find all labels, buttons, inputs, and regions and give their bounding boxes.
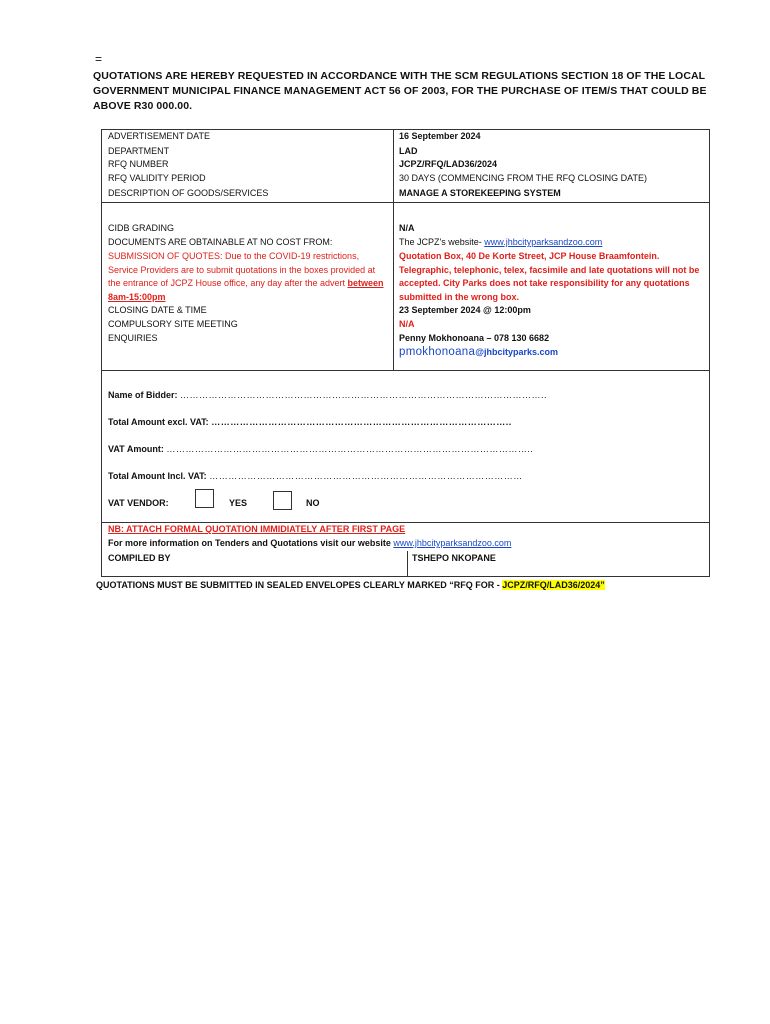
section-divider — [101, 370, 710, 371]
nb-notice: NB: ATTACH FORMAL QUOTATION IMMIDIATELY AFTER FIRST PAGE — [108, 524, 406, 534]
enquiries-label: ENQUIRIES — [108, 333, 158, 343]
validity-label: RFQ VALIDITY PERIOD — [108, 173, 206, 183]
amount-incl-dots: ……………………………………………………………………………………… — [209, 471, 523, 481]
advertisement-date-value: 16 September 2024 — [399, 131, 481, 141]
site-meeting-label: COMPULSORY SITE MEETING — [108, 319, 238, 329]
documents-prefix: The JCPZ's website- — [399, 237, 485, 247]
rfq-number-label: RFQ NUMBER — [108, 159, 169, 169]
info-line — [108, 537, 511, 551]
vat-amount-dots: …………………………………………………………………………………………………….. — [166, 444, 534, 454]
submission-text: SUBMISSION OF QUOTES: Due to the COVID-19 restrictions, Service Providers are to submit quotations in the boxes provided at the entrance of JCPZ House office, any day after the advert — [108, 251, 376, 288]
enquiries-value: Penny Mokhonoana – 078 130 6682 — [399, 333, 550, 343]
info-link[interactable]: www.jhbcityparksandzoo.com — [393, 538, 512, 548]
amount-incl-field[interactable] — [108, 471, 523, 481]
cidb-label: CIDB GRADING — [108, 223, 175, 233]
cidb-value: N/A — [399, 223, 415, 233]
column-divider — [393, 129, 394, 370]
email-domain: @jhbcityparks.com — [475, 347, 559, 357]
documents-label: DOCUMENTS ARE OBTAINABLE AT NO COST FROM: — [108, 237, 333, 247]
submission-time: between 8am-15:00pm — [108, 278, 384, 302]
bidder-name-dots: …………………………………………………………………………………………………….. — [180, 390, 548, 400]
submission-value: Quotation Box, 40 De Korte Street, JCP House Braamfontein. Telegraphic, telephonic, telex, facsimile and late quotations will not be accepted. City Parks does not take responsibility for any quotations submitted in the wrong box. — [399, 251, 700, 302]
amount-excl-dots: ………………………………………………………………………………….. — [211, 417, 512, 427]
footer-divider — [407, 551, 408, 577]
no-checkbox[interactable] — [273, 491, 292, 510]
description-label: DESCRIPTION OF GOODS/SERVICES — [108, 188, 269, 198]
documents-value — [399, 236, 705, 250]
compiled-value: TSHEPO NKOPANE — [412, 553, 496, 563]
row-divider — [101, 202, 710, 203]
bottom-highlight: JCPZ/RFQ/LAD36/2024” — [502, 580, 605, 590]
advertisement-date-label: ADVERTISEMENT DATE — [108, 131, 211, 141]
compiled-label: COMPILED BY — [108, 553, 171, 563]
info-prefix: For more information on Tenders and Quotations visit our website — [108, 538, 394, 548]
vat-amount-label: VAT Amount: — [108, 444, 164, 454]
vat-vendor-label: VAT VENDOR: — [108, 498, 169, 508]
bottom-instruction — [96, 580, 605, 590]
amount-excl-field[interactable] — [108, 417, 512, 427]
amount-incl-label: Total Amount Incl. VAT: — [108, 471, 207, 481]
no-label: NO — [306, 498, 320, 508]
department-value: LAD — [399, 146, 418, 156]
website-link[interactable]: www.jhbcityparksandzoo.com — [484, 237, 603, 247]
site-meeting-value: N/A — [399, 319, 415, 329]
equals-marker: = — [95, 52, 103, 66]
email-user: pmokhonoana — [399, 346, 476, 358]
closing-label: CLOSING DATE & TIME — [108, 305, 207, 315]
department-label: DEPARTMENT — [108, 146, 170, 156]
validity-value: 30 DAYS (COMMENCING FROM THE RFQ CLOSING DATE) — [399, 173, 648, 183]
closing-value: 23 September 2024 @ 12:00pm — [399, 305, 531, 315]
bidder-name-label: Name of Bidder: — [108, 390, 178, 400]
bidder-name-field[interactable] — [108, 390, 547, 400]
rfq-number-value: JCPZ/RFQ/LAD36/2024 — [399, 159, 498, 169]
submission-label — [108, 250, 390, 304]
enquiries-email[interactable] — [399, 346, 705, 360]
amount-excl-label: Total Amount excl. VAT: — [108, 417, 209, 427]
description-value: MANAGE A STOREKEEPING SYSTEM — [399, 188, 561, 198]
vat-amount-field[interactable] — [108, 444, 533, 454]
yes-checkbox[interactable] — [195, 489, 214, 508]
page-heading: QUOTATIONS ARE HEREBY REQUESTED IN ACCORDANCE WITH THE SCM REGULATIONS SECTION 18 OF THE LOCAL GOVERNMENT MUNICIPAL FINANCE MANAGEMENT ACT 56 OF 2003, FOR THE PURCHASE OF ITEM/S THAT COULD BE ABOVE R30 000.00. — [93, 70, 707, 112]
yes-label: YES — [229, 498, 248, 508]
bottom-text: QUOTATIONS MUST BE SUBMITTED IN SEALED ENVELOPES CLEARLY MARKED “RFQ FOR - — [96, 580, 503, 590]
